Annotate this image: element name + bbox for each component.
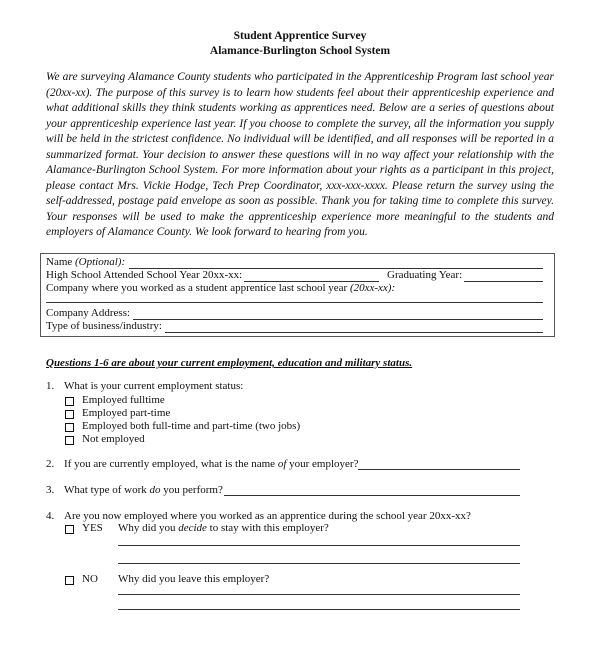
q4-yes-question-decide: decide — [178, 522, 207, 534]
intro-line: Below are a series of questions about your apprenticeship experience last year. If you choose to — [46, 102, 555, 130]
q1-option-label: Employed fulltime — [82, 394, 165, 406]
intro-paragraph — [46, 70, 554, 241]
q4-yes-checkbox[interactable] — [65, 525, 74, 534]
grad-row — [387, 269, 462, 282]
q4-no-checkbox[interactable] — [65, 576, 74, 585]
grad-year-field[interactable] — [464, 281, 543, 282]
section-heading-emph-text: current employment, education and military status. — [180, 357, 413, 369]
q2-number: 2. — [46, 458, 55, 470]
q2-answer-field[interactable] — [358, 469, 520, 470]
q3-answer-field[interactable] — [224, 495, 520, 496]
intro-line: We are surveying Alamance County students who participated in the Apprenticeship Program last — [46, 71, 498, 83]
q4-no-question: Why did you leave this employer? — [118, 573, 270, 585]
intro-line: postage paid envelope as soon as possible. Thank you for taking time to complete this survey. Your — [46, 195, 555, 223]
company-row — [46, 282, 395, 295]
company-field[interactable] — [46, 302, 543, 303]
address-label: Company Address: — [46, 307, 131, 319]
q4-no-answer-line[interactable] — [118, 594, 520, 595]
q4-no-answer-line[interactable] — [118, 609, 520, 610]
q4-text: Are you now employed where you worked as an apprentice during the school year 20xx-xx? — [64, 510, 471, 522]
section-heading — [46, 357, 412, 369]
q4-yes-question — [118, 522, 329, 535]
address-field[interactable] — [133, 319, 543, 320]
q1-number: 1. — [46, 380, 55, 392]
intro-line: to answer these questions will in no way affect your relationship with the Alamance-Burlington School — [46, 148, 554, 176]
q2-text — [64, 458, 358, 471]
q4-yes-label: YES — [82, 522, 103, 534]
q2-text-post: your employer? — [289, 458, 359, 470]
intro-line: responses will be used to make the apprenticeship experience more meaningful to the students and — [72, 210, 554, 223]
intro-line: apprenticeship experience and what additional skills they think students working as apprentices need. — [46, 86, 555, 114]
school-system-title: Alamance-Burlington School System — [209, 45, 391, 57]
grad-label: Graduating Year: — [387, 269, 463, 281]
section-heading-emph — [181, 357, 412, 369]
survey-title: Student Apprentice Survey — [233, 30, 367, 42]
q1-option-checkbox[interactable] — [65, 410, 74, 419]
q3-number: 3. — [46, 484, 55, 496]
school-row — [46, 269, 242, 282]
q4-no-label: NO — [82, 573, 98, 585]
q3-text — [64, 484, 223, 497]
school-label: High School Attended School Year 20xx-xx: — [46, 269, 243, 281]
section-heading-prefix: Questions 1-6 are about your — [46, 357, 179, 369]
name-label: Name — [46, 256, 73, 268]
intro-line: Vickie Hodge, Tech Prep Coordinator, xxx-xxx-xxxx. Please return the survey using the self-addressed, — [46, 179, 555, 207]
intro-line: employers of Alamance County. We look forward to hearing from you. — [46, 226, 368, 238]
company-label: Company where you worked as a student apprentice last school year — [46, 282, 348, 294]
q1-option-checkbox[interactable] — [65, 423, 74, 432]
intro-line: individual will be identified, and all responses will be reported in a summarized format. Your decision — [46, 133, 555, 161]
business-field[interactable] — [165, 332, 543, 333]
q1-option-checkbox[interactable] — [65, 397, 74, 406]
q2-text-pre: If you are currently employed, what is the name — [64, 458, 276, 470]
q4-yes-question-post: to stay with this employer? — [209, 522, 329, 534]
address-row — [46, 307, 130, 320]
q1-text: What is your current employment status: — [64, 380, 244, 392]
name-row — [46, 256, 125, 269]
q2-text-of: of — [277, 458, 287, 470]
q3-text-post: you perform? — [163, 484, 223, 496]
q1-option-checkbox[interactable] — [65, 436, 74, 445]
q4-yes-question-pre: Why did you — [118, 522, 176, 534]
intro-line: school year (20xx-xx). The purpose of this survey is to learn how students feel about their — [46, 71, 554, 99]
q4-number: 4. — [46, 510, 55, 522]
intro-line: complete the survey, all the information you supply will be held in the strictest confidence. No — [46, 117, 554, 145]
q4-yes-answer-line[interactable] — [118, 545, 520, 546]
q1-option-label: Employed both full-time and part-time (two jobs) — [82, 420, 301, 432]
company-year-note: (20xx-xx): — [349, 282, 396, 294]
intro-line: System. For more information about your rights as a participant in this project, please contact Mrs. — [46, 164, 554, 192]
q4-yes-answer-line[interactable] — [118, 563, 520, 564]
q1-option-label: Employed part-time — [82, 407, 171, 419]
student-info-box — [40, 253, 555, 337]
business-label: Type of business/industry: — [46, 320, 162, 332]
q1-option-label: Not employed — [82, 433, 145, 445]
q3-text-pre: What type of work — [64, 484, 147, 496]
name-optional-note: (Optional): — [75, 256, 126, 268]
q3-text-do: do — [149, 484, 161, 496]
business-row — [46, 320, 162, 333]
